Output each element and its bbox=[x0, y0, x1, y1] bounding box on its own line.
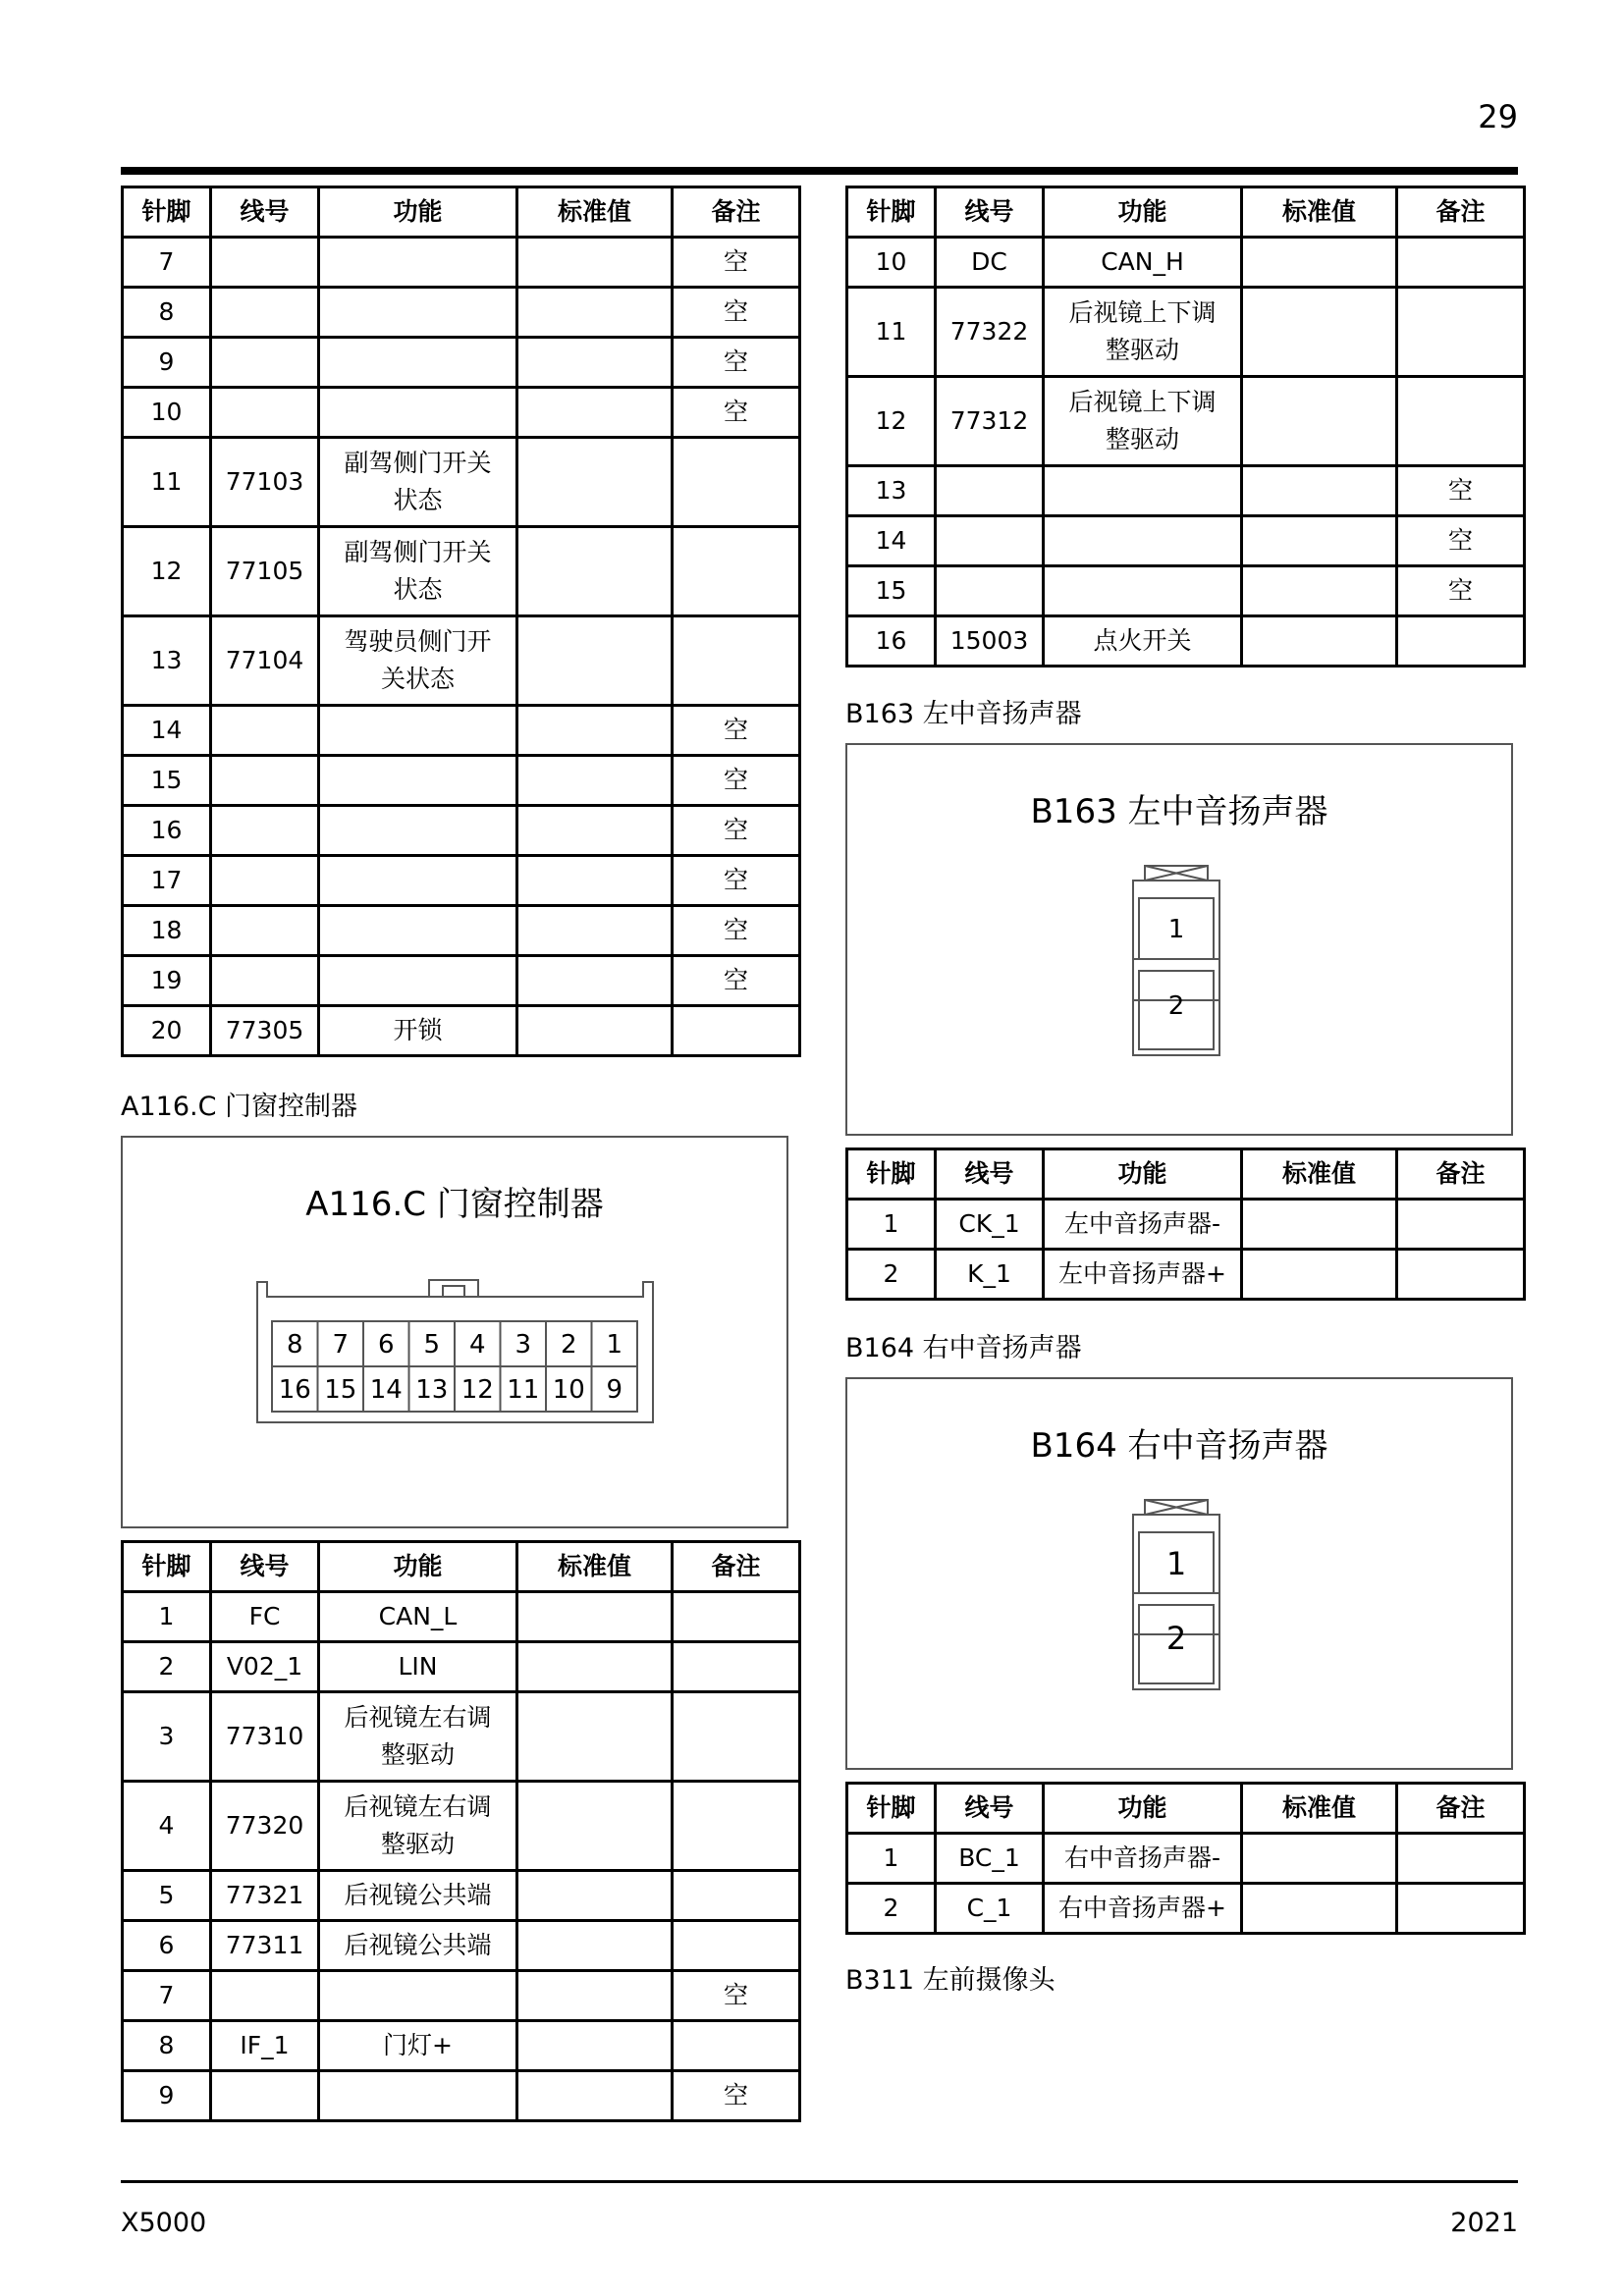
note-cell bbox=[673, 527, 800, 616]
table-row bbox=[123, 616, 800, 706]
wire-cell: V02_1 bbox=[211, 1642, 319, 1692]
standard-value-cell bbox=[517, 616, 673, 706]
wire-cell bbox=[211, 2071, 319, 2121]
wire-cell: K_1 bbox=[936, 1250, 1044, 1300]
b163-connector-drawing bbox=[847, 745, 1511, 1134]
note-cell bbox=[673, 1921, 800, 1971]
table-row bbox=[123, 806, 800, 856]
header-wire: 线号 bbox=[936, 1149, 1044, 1200]
function-cell bbox=[319, 706, 517, 756]
note-cell: 空 bbox=[673, 288, 800, 338]
table-row bbox=[847, 1884, 1525, 1934]
header-pin: 针脚 bbox=[123, 1542, 211, 1592]
a116c-pin-label: 4 bbox=[468, 1330, 486, 1360]
standard-value-cell bbox=[517, 1921, 673, 1971]
table-row bbox=[123, 1692, 800, 1782]
table-row bbox=[847, 566, 1525, 616]
function-cell bbox=[319, 956, 517, 1006]
note-cell: 空 bbox=[673, 1971, 800, 2021]
pin-cell: 1 bbox=[847, 1834, 936, 1884]
pin-cell: 14 bbox=[847, 516, 936, 566]
wire-cell: 77312 bbox=[936, 377, 1044, 466]
function-cell: 后视镜上下调 整驱动 bbox=[1044, 288, 1242, 377]
function-cell: CAN_L bbox=[319, 1592, 517, 1642]
wire-cell: DC bbox=[936, 238, 1044, 288]
pin-cell: 2 bbox=[123, 1642, 211, 1692]
note-cell bbox=[673, 1782, 800, 1871]
header-standard-value: 标准值 bbox=[517, 187, 673, 238]
function-cell bbox=[319, 388, 517, 438]
pin-cell: 8 bbox=[123, 288, 211, 338]
a116c-pin-label: 10 bbox=[552, 1375, 585, 1405]
b163-pin-2: 2 bbox=[1167, 991, 1185, 1021]
pin-cell: 10 bbox=[123, 388, 211, 438]
standard-value-cell bbox=[517, 1871, 673, 1921]
wire-cell: FC bbox=[211, 1592, 319, 1642]
header-note: 备注 bbox=[1397, 1784, 1525, 1834]
b163-diagram-title: B163 左中音扬声器 bbox=[1030, 792, 1328, 831]
standard-value-cell bbox=[1242, 1250, 1397, 1300]
header-note: 备注 bbox=[673, 187, 800, 238]
function-cell: 左中音扬声器- bbox=[1044, 1200, 1242, 1250]
wire-cell: 15003 bbox=[936, 616, 1044, 667]
header-rule bbox=[121, 167, 1518, 175]
wire-cell bbox=[211, 1971, 319, 2021]
standard-value-cell bbox=[517, 956, 673, 1006]
table-row bbox=[847, 516, 1525, 566]
table-row bbox=[847, 238, 1525, 288]
b164-caption: B164 右中音扬声器 bbox=[845, 1333, 1082, 1363]
function-cell: LIN bbox=[319, 1642, 517, 1692]
wire-cell bbox=[211, 906, 319, 956]
note-cell: 空 bbox=[1397, 516, 1525, 566]
table-row bbox=[847, 288, 1525, 377]
table-row bbox=[123, 338, 800, 388]
header-standard-value: 标准值 bbox=[1242, 1784, 1397, 1834]
standard-value-cell bbox=[517, 756, 673, 806]
wire-cell: C_1 bbox=[936, 1884, 1044, 1934]
table-row bbox=[123, 1006, 800, 1056]
header-function: 功能 bbox=[1044, 1784, 1242, 1834]
function-cell: 门灯+ bbox=[319, 2021, 517, 2071]
pin-cell: 15 bbox=[847, 566, 936, 616]
pin-cell: 7 bbox=[123, 238, 211, 288]
table-row bbox=[847, 1200, 1525, 1250]
standard-value-cell bbox=[517, 2071, 673, 2121]
function-cell: 后视镜上下调 整驱动 bbox=[1044, 377, 1242, 466]
standard-value-cell bbox=[517, 1006, 673, 1056]
table-row bbox=[123, 388, 800, 438]
note-cell bbox=[1397, 288, 1525, 377]
table-row bbox=[123, 1782, 800, 1871]
pin-cell: 12 bbox=[847, 377, 936, 466]
pin-cell: 7 bbox=[123, 1971, 211, 2021]
function-cell bbox=[319, 288, 517, 338]
standard-value-cell bbox=[1242, 1200, 1397, 1250]
note-cell: 空 bbox=[673, 956, 800, 1006]
note-cell bbox=[1397, 238, 1525, 288]
function-cell: 后视镜左右调 整驱动 bbox=[319, 1692, 517, 1782]
table-row bbox=[123, 2021, 800, 2071]
header-pin: 针脚 bbox=[123, 187, 211, 238]
function-cell bbox=[319, 806, 517, 856]
b164-connector-diagram bbox=[845, 1377, 1513, 1770]
pin-cell: 3 bbox=[123, 1692, 211, 1782]
note-cell bbox=[673, 616, 800, 706]
pin-cell: 1 bbox=[123, 1592, 211, 1642]
standard-value-cell bbox=[517, 1592, 673, 1642]
wire-cell bbox=[211, 856, 319, 906]
table-row bbox=[123, 906, 800, 956]
standard-value-cell bbox=[517, 856, 673, 906]
a116c-pin-label: 14 bbox=[369, 1375, 403, 1405]
b311-caption: B311 左前摄像头 bbox=[845, 1965, 1056, 1996]
table-row bbox=[123, 1971, 800, 2021]
header-wire: 线号 bbox=[211, 187, 319, 238]
table-row bbox=[123, 856, 800, 906]
a116c-connector-diagram bbox=[121, 1136, 788, 1528]
table-row bbox=[847, 1250, 1525, 1300]
a116c-pin-label: 11 bbox=[507, 1375, 540, 1405]
a116c-diagram-title: A116.C 门窗控制器 bbox=[305, 1185, 604, 1224]
pin-cell: 19 bbox=[123, 956, 211, 1006]
note-cell bbox=[1397, 1250, 1525, 1300]
wire-cell: 77321 bbox=[211, 1871, 319, 1921]
table-header-row bbox=[847, 1784, 1525, 1834]
note-cell: 空 bbox=[1397, 566, 1525, 616]
note-cell bbox=[673, 1642, 800, 1692]
b163-caption: B163 左中音扬声器 bbox=[845, 699, 1082, 729]
b164-pin-1: 1 bbox=[1165, 1545, 1187, 1582]
wire-cell: 77103 bbox=[211, 438, 319, 527]
a116c-pin-label: 5 bbox=[423, 1330, 441, 1360]
standard-value-cell bbox=[517, 1642, 673, 1692]
pin-table-a116-continued bbox=[121, 186, 801, 1057]
header-function: 功能 bbox=[1044, 187, 1242, 238]
pin-table-a116c bbox=[121, 1540, 801, 2122]
standard-value-cell bbox=[517, 288, 673, 338]
wire-cell: 77310 bbox=[211, 1692, 319, 1782]
pin-cell: 16 bbox=[847, 616, 936, 667]
pin-cell: 11 bbox=[123, 438, 211, 527]
note-cell bbox=[673, 438, 800, 527]
table-row bbox=[123, 527, 800, 616]
function-cell bbox=[319, 1971, 517, 2021]
standard-value-cell bbox=[1242, 1834, 1397, 1884]
a116c-pin-label: 16 bbox=[278, 1375, 311, 1405]
standard-value-cell bbox=[517, 438, 673, 527]
pin-cell: 2 bbox=[847, 1250, 936, 1300]
note-cell bbox=[673, 1592, 800, 1642]
wire-cell bbox=[936, 466, 1044, 516]
table-row bbox=[123, 238, 800, 288]
function-cell: 右中音扬声器- bbox=[1044, 1834, 1242, 1884]
b164-pin-2: 2 bbox=[1165, 1620, 1187, 1657]
wire-cell bbox=[211, 288, 319, 338]
function-cell: 后视镜左右调 整驱动 bbox=[319, 1782, 517, 1871]
a116c-pin-label: 1 bbox=[606, 1330, 623, 1360]
note-cell bbox=[673, 2021, 800, 2071]
pin-table-a116c-right bbox=[845, 186, 1526, 667]
note-cell: 空 bbox=[1397, 466, 1525, 516]
header-standard-value: 标准值 bbox=[1242, 187, 1397, 238]
note-cell bbox=[1397, 1884, 1525, 1934]
wire-cell bbox=[211, 338, 319, 388]
note-cell bbox=[1397, 1834, 1525, 1884]
table-header-row bbox=[123, 187, 800, 238]
pin-cell: 9 bbox=[123, 338, 211, 388]
standard-value-cell bbox=[1242, 516, 1397, 566]
wire-cell: 77305 bbox=[211, 1006, 319, 1056]
header-pin: 针脚 bbox=[847, 1149, 936, 1200]
function-cell: 后视镜公共端 bbox=[319, 1871, 517, 1921]
pin-cell: 9 bbox=[123, 2071, 211, 2121]
wire-cell: CK_1 bbox=[936, 1200, 1044, 1250]
wire-cell bbox=[211, 706, 319, 756]
wire-cell bbox=[211, 956, 319, 1006]
pin-table-b163 bbox=[845, 1148, 1526, 1301]
standard-value-cell bbox=[517, 388, 673, 438]
pin-cell: 5 bbox=[123, 1871, 211, 1921]
function-cell bbox=[319, 906, 517, 956]
note-cell bbox=[1397, 616, 1525, 667]
note-cell: 空 bbox=[673, 706, 800, 756]
header-wire: 线号 bbox=[936, 1784, 1044, 1834]
note-cell: 空 bbox=[673, 856, 800, 906]
a116c-pin-label: 6 bbox=[377, 1330, 395, 1360]
b163-pin-1: 1 bbox=[1167, 915, 1185, 944]
standard-value-cell bbox=[1242, 1884, 1397, 1934]
table-row bbox=[123, 438, 800, 527]
table-row bbox=[123, 1871, 800, 1921]
a116c-pin-label: 2 bbox=[560, 1330, 577, 1360]
footer-rule bbox=[121, 2180, 1518, 2183]
note-cell: 空 bbox=[673, 906, 800, 956]
standard-value-cell bbox=[1242, 377, 1397, 466]
wire-cell bbox=[211, 238, 319, 288]
header-function: 功能 bbox=[319, 187, 517, 238]
header-pin: 针脚 bbox=[847, 1784, 936, 1834]
pin-cell: 8 bbox=[123, 2021, 211, 2071]
note-cell: 空 bbox=[673, 806, 800, 856]
function-cell bbox=[1044, 466, 1242, 516]
pin-cell: 10 bbox=[847, 238, 936, 288]
header-wire: 线号 bbox=[936, 187, 1044, 238]
pin-cell: 2 bbox=[847, 1884, 936, 1934]
pin-cell: 1 bbox=[847, 1200, 936, 1250]
standard-value-cell bbox=[1242, 466, 1397, 516]
wire-cell: IF_1 bbox=[211, 2021, 319, 2071]
table-row bbox=[847, 377, 1525, 466]
table-row bbox=[123, 1592, 800, 1642]
standard-value-cell bbox=[517, 1692, 673, 1782]
a116c-pin-label: 9 bbox=[606, 1375, 623, 1405]
note-cell: 空 bbox=[673, 338, 800, 388]
note-cell bbox=[673, 1006, 800, 1056]
pin-cell: 20 bbox=[123, 1006, 211, 1056]
function-cell: 左中音扬声器+ bbox=[1044, 1250, 1242, 1300]
header-function: 功能 bbox=[1044, 1149, 1242, 1200]
standard-value-cell bbox=[517, 1971, 673, 2021]
a116c-pin-label: 13 bbox=[415, 1375, 449, 1405]
wire-cell: 77104 bbox=[211, 616, 319, 706]
standard-value-cell bbox=[517, 806, 673, 856]
note-cell bbox=[673, 1871, 800, 1921]
standard-value-cell bbox=[517, 1782, 673, 1871]
header-wire: 线号 bbox=[211, 1542, 319, 1592]
footer-model: X5000 bbox=[121, 2208, 207, 2238]
standard-value-cell bbox=[1242, 288, 1397, 377]
page-number: 29 bbox=[1478, 98, 1518, 135]
function-cell bbox=[319, 2071, 517, 2121]
pin-cell: 12 bbox=[123, 527, 211, 616]
standard-value-cell bbox=[517, 238, 673, 288]
wire-cell bbox=[936, 516, 1044, 566]
standard-value-cell bbox=[517, 2021, 673, 2071]
function-cell: 右中音扬声器+ bbox=[1044, 1884, 1242, 1934]
table-row bbox=[123, 2071, 800, 2121]
wire-cell: 77311 bbox=[211, 1921, 319, 1971]
pin-cell: 11 bbox=[847, 288, 936, 377]
pin-cell: 16 bbox=[123, 806, 211, 856]
wire-cell bbox=[211, 756, 319, 806]
a116c-pin-label: 15 bbox=[324, 1375, 357, 1405]
wire-cell: BC_1 bbox=[936, 1834, 1044, 1884]
function-cell: 点火开关 bbox=[1044, 616, 1242, 667]
function-cell bbox=[1044, 566, 1242, 616]
table-row bbox=[123, 1642, 800, 1692]
b164-diagram-title: B164 右中音扬声器 bbox=[1030, 1426, 1328, 1466]
note-cell: 空 bbox=[673, 238, 800, 288]
table-row bbox=[123, 1921, 800, 1971]
function-cell bbox=[319, 338, 517, 388]
note-cell bbox=[1397, 1200, 1525, 1250]
b163-connector-diagram bbox=[845, 743, 1513, 1136]
function-cell: CAN_H bbox=[1044, 238, 1242, 288]
standard-value-cell bbox=[1242, 238, 1397, 288]
pin-cell: 18 bbox=[123, 906, 211, 956]
standard-value-cell bbox=[1242, 566, 1397, 616]
table-row bbox=[847, 616, 1525, 667]
table-header-row bbox=[123, 1542, 800, 1592]
header-note: 备注 bbox=[1397, 1149, 1525, 1200]
a116c-pin-label: 3 bbox=[514, 1330, 532, 1360]
note-cell: 空 bbox=[673, 2071, 800, 2121]
table-row bbox=[847, 1834, 1525, 1884]
b164-connector-drawing bbox=[847, 1379, 1511, 1768]
function-cell bbox=[1044, 516, 1242, 566]
pin-cell: 15 bbox=[123, 756, 211, 806]
note-cell: 空 bbox=[673, 388, 800, 438]
function-cell: 驾驶员侧门开 关状态 bbox=[319, 616, 517, 706]
table-row bbox=[123, 706, 800, 756]
function-cell: 副驾侧门开关 状态 bbox=[319, 438, 517, 527]
wire-cell: 77322 bbox=[936, 288, 1044, 377]
header-note: 备注 bbox=[1397, 187, 1525, 238]
footer-year: 2021 bbox=[1450, 2208, 1518, 2238]
header-pin: 针脚 bbox=[847, 187, 936, 238]
note-cell bbox=[1397, 377, 1525, 466]
header-function: 功能 bbox=[319, 1542, 517, 1592]
function-cell: 副驾侧门开关 状态 bbox=[319, 527, 517, 616]
table-row bbox=[123, 288, 800, 338]
header-standard-value: 标准值 bbox=[1242, 1149, 1397, 1200]
table-row bbox=[123, 756, 800, 806]
header-note: 备注 bbox=[673, 1542, 800, 1592]
pin-cell: 13 bbox=[123, 616, 211, 706]
pin-cell: 4 bbox=[123, 1782, 211, 1871]
pin-cell: 14 bbox=[123, 706, 211, 756]
standard-value-cell bbox=[517, 906, 673, 956]
function-cell bbox=[319, 756, 517, 806]
table-header-row bbox=[847, 1149, 1525, 1200]
wire-cell bbox=[211, 806, 319, 856]
note-cell: 空 bbox=[673, 756, 800, 806]
a116c-pin-label: 8 bbox=[286, 1330, 303, 1360]
standard-value-cell bbox=[517, 338, 673, 388]
standard-value-cell bbox=[1242, 616, 1397, 667]
wire-cell bbox=[211, 388, 319, 438]
table-header-row bbox=[847, 187, 1525, 238]
a116c-caption: A116.C 门窗控制器 bbox=[121, 1092, 358, 1122]
a116c-pin-label: 7 bbox=[332, 1330, 350, 1360]
pin-cell: 13 bbox=[847, 466, 936, 516]
function-cell: 开锁 bbox=[319, 1006, 517, 1056]
pin-cell: 17 bbox=[123, 856, 211, 906]
standard-value-cell bbox=[517, 527, 673, 616]
table-row bbox=[847, 466, 1525, 516]
header-standard-value: 标准值 bbox=[517, 1542, 673, 1592]
a116c-pin-label: 12 bbox=[460, 1375, 494, 1405]
wire-cell bbox=[936, 566, 1044, 616]
table-row bbox=[123, 956, 800, 1006]
note-cell bbox=[673, 1692, 800, 1782]
wire-cell: 77320 bbox=[211, 1782, 319, 1871]
wire-cell: 77105 bbox=[211, 527, 319, 616]
a116c-connector-drawing bbox=[123, 1138, 786, 1526]
function-cell: 后视镜公共端 bbox=[319, 1921, 517, 1971]
pin-cell: 6 bbox=[123, 1921, 211, 1971]
function-cell bbox=[319, 856, 517, 906]
function-cell bbox=[319, 238, 517, 288]
pin-table-b164 bbox=[845, 1782, 1526, 1935]
standard-value-cell bbox=[517, 706, 673, 756]
